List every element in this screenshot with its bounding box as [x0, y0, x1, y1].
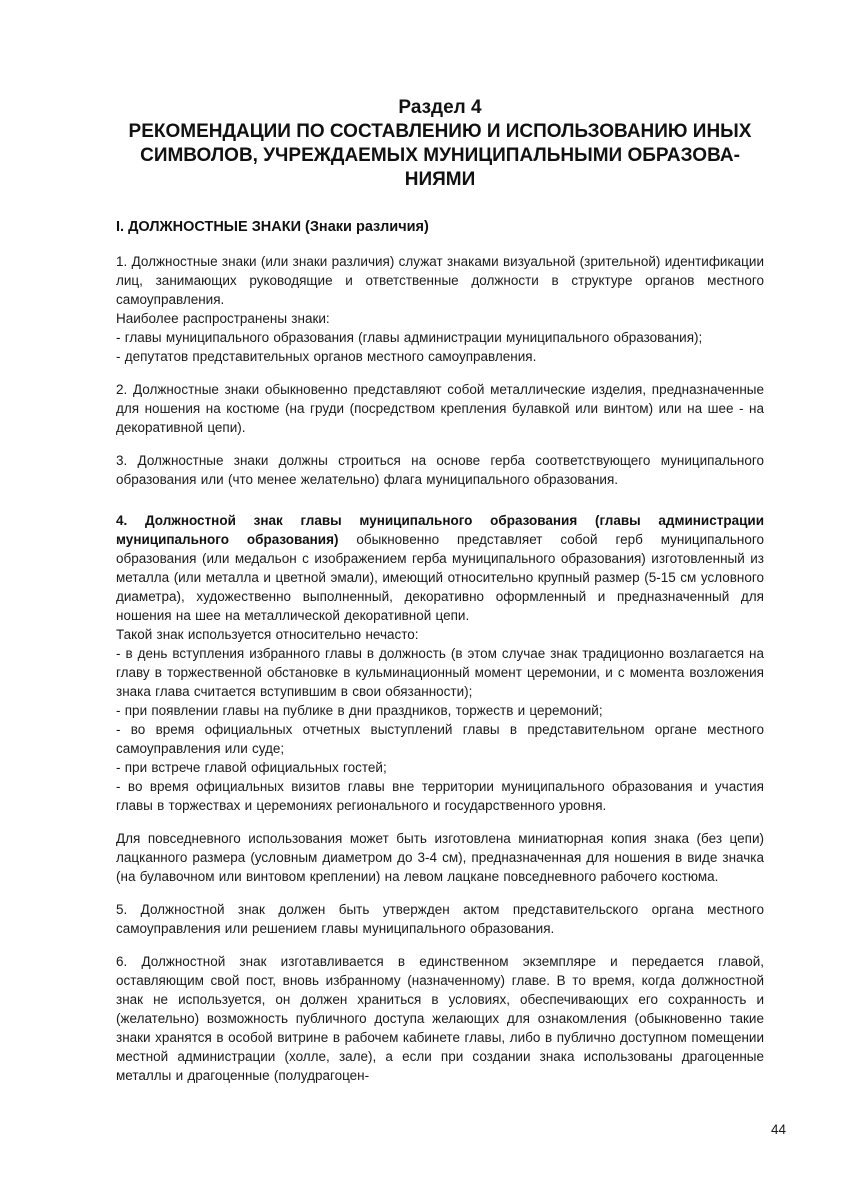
page-number: 44 [770, 1122, 786, 1137]
paragraph-2: 2. Должностные знаки обыкновенно представляют собой металлические изделия, предназначенные для ношения на костюме (на груди (посредством крепления булавкой или винтом) или на шее - на декоративной цепи). [116, 382, 764, 435]
paragraph-6: 6. Должностной знак изготавливается в единственном экземпляре и передается главой, оставляющим свой пост, вновь избранному (назначенному) главе. В то время, когда должностной знак не используется, он должен храниться в условиях, обеспечивающих его сохранность и (желательно) возможность публичного доступа желающих для ознакомления (обыкновенно такие знаки хранятся в особой витрине в рабочем кабинете главы, либо в публично доступном помещении местной администрации (холле, зале), а если при создании знака использованы драгоценные металлы и драгоценные (полудрагоцен- [116, 954, 764, 1083]
paragraph-4-bold-lead: 4. Должностной знак главы муниципального образования (главы администрации муниципального образования) [116, 513, 764, 547]
title-line-1: РЕКОМЕНДАЦИИ ПО СОСТАВЛЕНИЮ И ИСПОЛЬЗОВАНИЮ ИНЫХ [128, 121, 752, 142]
paragraph-1-note: Наиболее распространены знаки: [116, 311, 330, 326]
list-item: - при появлении главы на публике в дни праздников, торжеств и церемоний; [116, 703, 603, 718]
list-item: - в день вступления избранного главы в должность (в этом случае знак традиционно возлагается на главу в торжественной обстановке в кульминационный момент церемонии, и с момента возложения знака глава считается вступившим в свои обязанности); [116, 646, 764, 699]
paragraph-4-main [116, 511, 764, 625]
paragraph-1 [116, 252, 764, 366]
paragraph-1-text: 1. Должностные знаки (или знаки различия) служат знаками визуальной (зрительной) идентификации лиц, занимающих руководящие и ответственные должности в структуре органов местного самоуправления. [116, 254, 764, 307]
paragraph-3: 3. Должностные знаки должны строиться на основе герба соответствующего муниципального образования или (что менее желательно) флага муниципального образования. [116, 453, 764, 487]
body-text [116, 252, 764, 1085]
list-item: - депутатов представительных органов местного самоуправления. [116, 349, 537, 364]
paragraph-4-rest: обыкновенно представляет собой герб муниципального образования (или медальон с изображением герба муниципального образования) изготовленный из металла (или металла и цветной эмали), имеющий относительно крупный размер (5-15 см условного диаметра), художественно выполненный, декоративно оформленный и предназначенный для ношения на шее на металлической декоративной цепи. [116, 532, 764, 623]
document-title [116, 96, 764, 192]
list-item: - при встрече главой официальных гостей; [116, 760, 387, 775]
page-content [116, 96, 764, 1099]
list-item: - во время официальных визитов главы вне территории муниципального образования и участия главы в торжествах и церемониях регионального и государственного уровня. [116, 779, 764, 813]
section-kicker: Раздел 4 [398, 97, 482, 118]
paragraph-lapel: Для повседневного использования может быть изготовлена миниатюрная копия знака (без цепи) лацканного размера (условным диаметром до 3-4 см), предназначенная для ношения в виде значка (на булавочном или винтовом креплении) на левом лацкане повседневного рабочего костюма. [116, 831, 764, 884]
paragraph-4 [116, 511, 764, 815]
list-item: - во время официальных отчетных выступлений главы в представительном органе местного самоуправления или суде; [116, 722, 764, 756]
title-line-3: НИЯМИ [404, 169, 476, 190]
title-line-2: СИМВОЛОВ, УЧРЕЖДАЕМЫХ МУНИЦИПАЛЬНЫМИ ОБРАЗОВА- [140, 145, 740, 166]
chapter-heading: I. ДОЛЖНОСТНЫЕ ЗНАКИ (Знаки различия) [116, 219, 429, 235]
paragraph-4-usage: Такой знак используется относительно нечасто: [116, 627, 419, 642]
paragraph-5: 5. Должностной знак должен быть утвержден актом представительского органа местного самоуправления или решением главы муниципального образования. [116, 902, 764, 936]
list-item: - главы муниципального образования (главы администрации муниципального образования); [116, 330, 703, 345]
